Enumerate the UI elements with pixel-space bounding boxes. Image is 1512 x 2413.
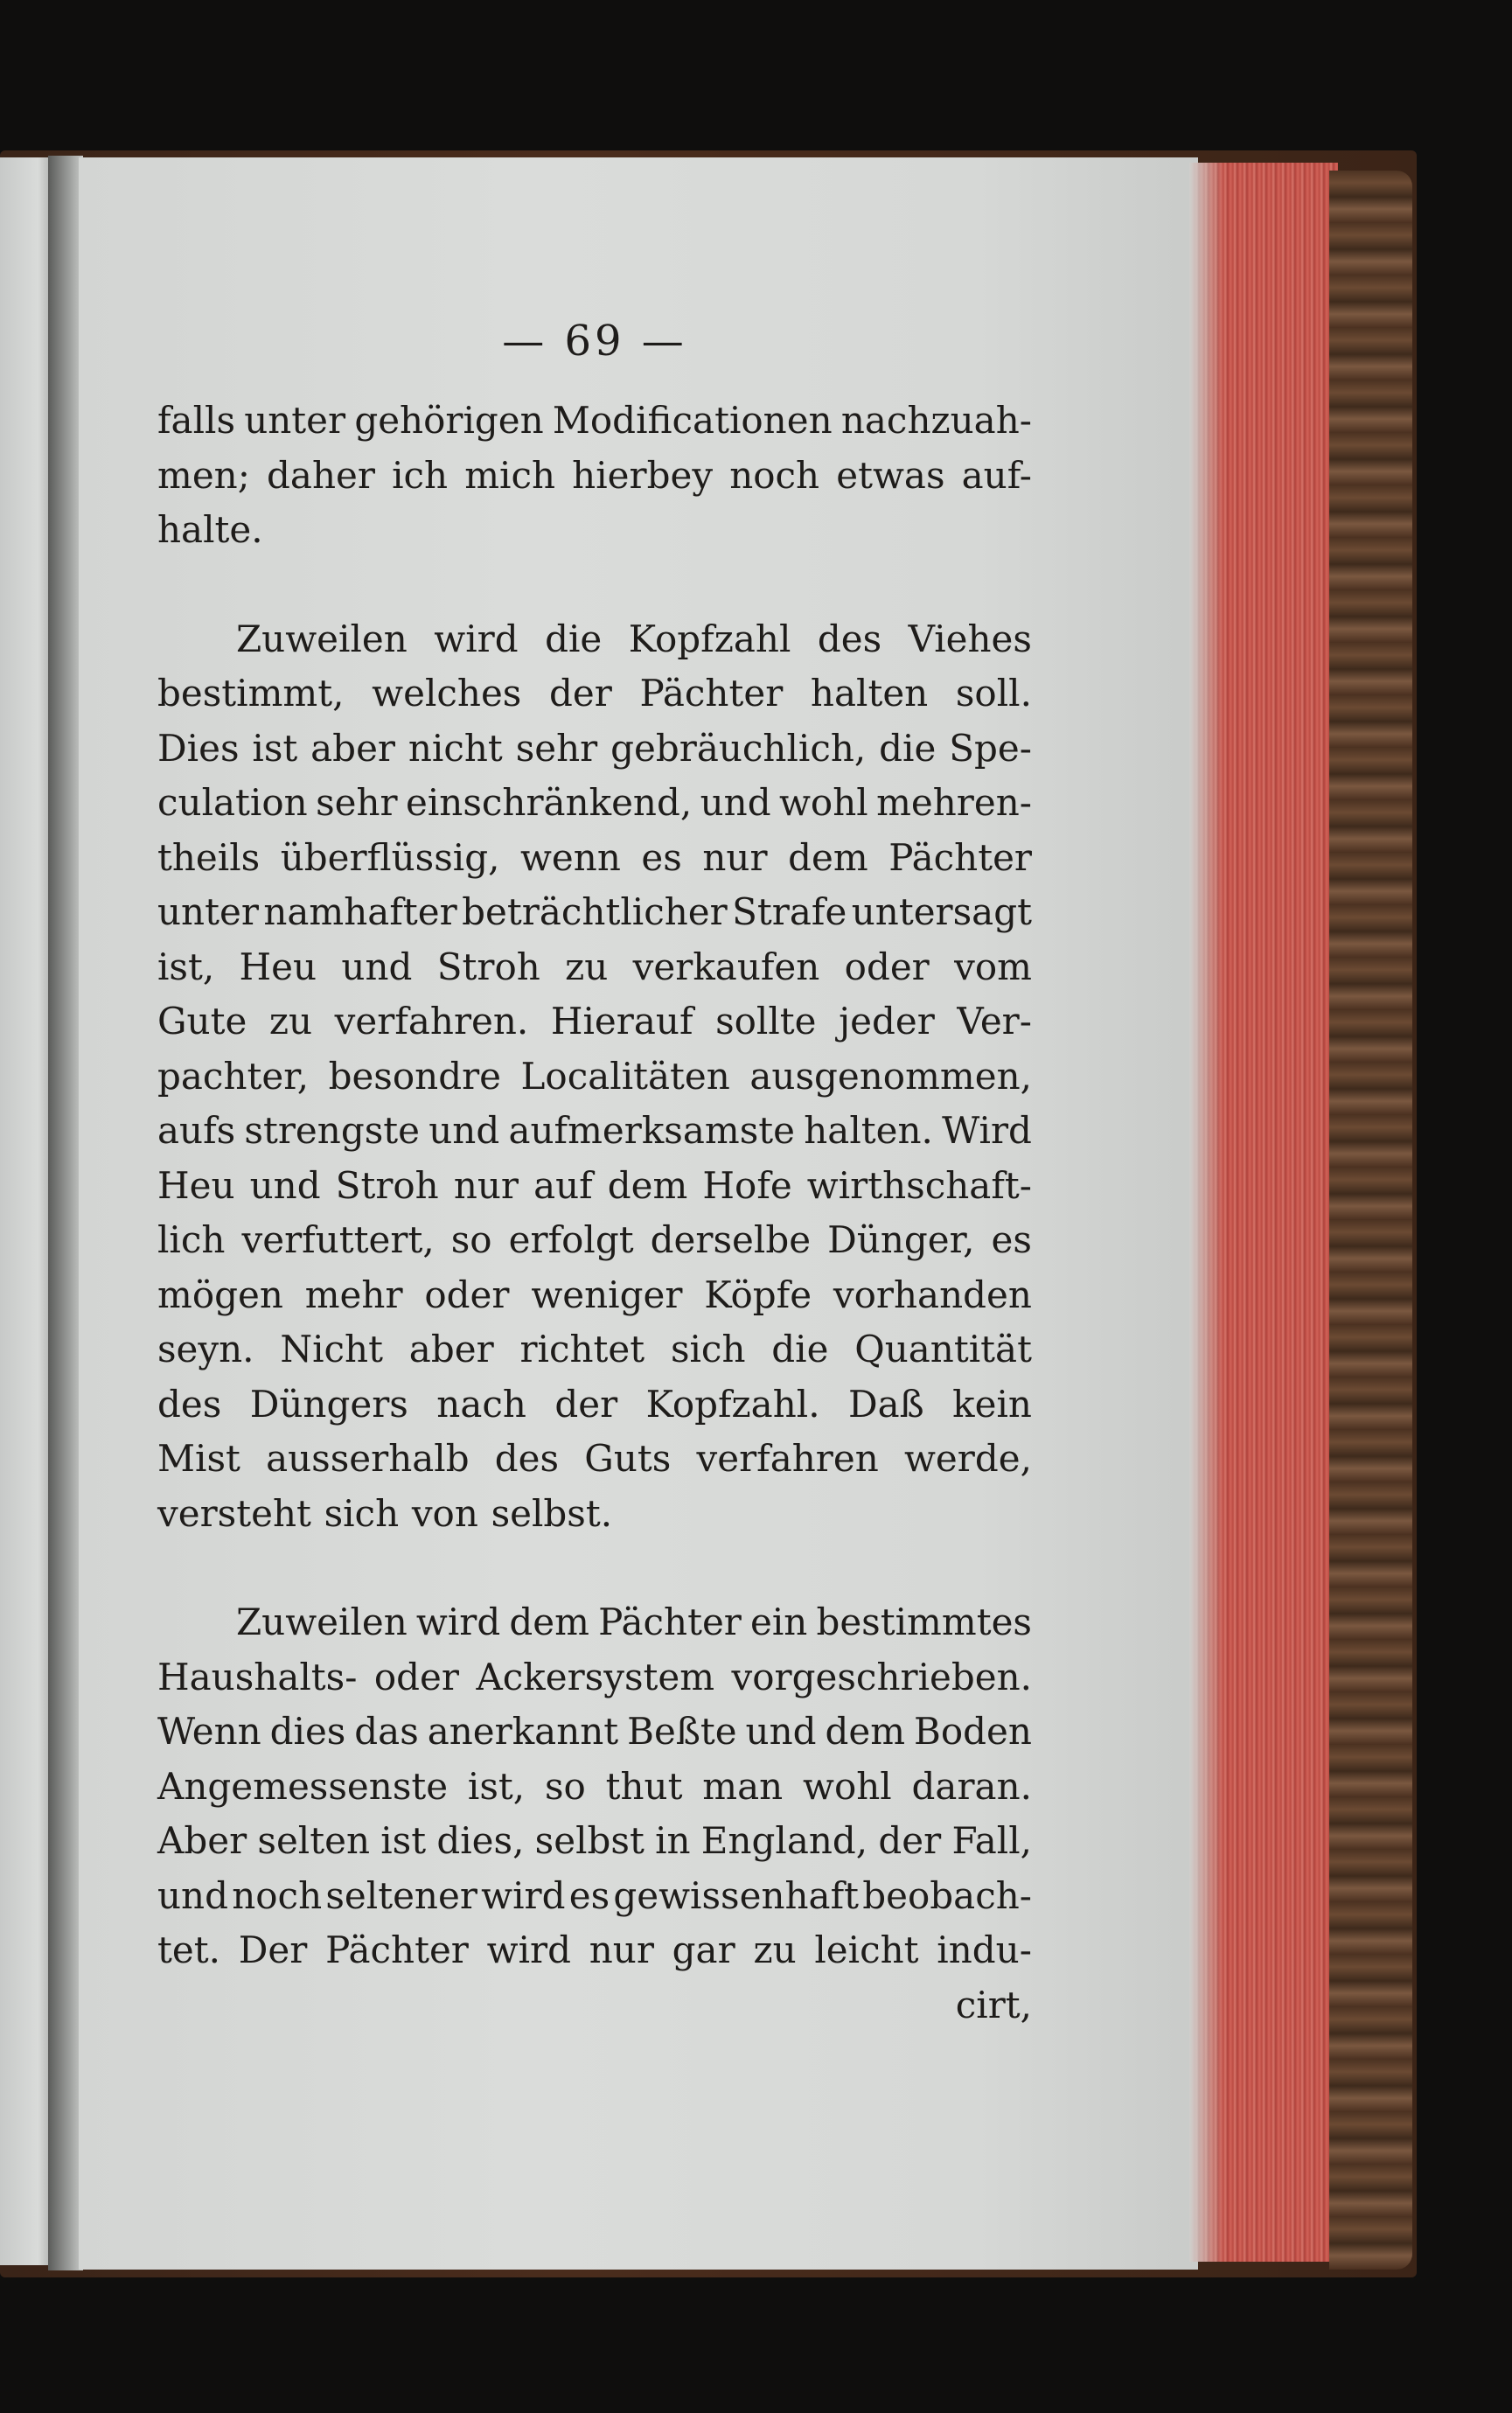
word: und: [157, 1873, 228, 1917]
word: dem: [825, 1710, 906, 1753]
word: nachzuah-: [840, 399, 1032, 442]
word: Guts: [584, 1437, 672, 1480]
word: Aber: [157, 1819, 247, 1862]
word: sich: [324, 1491, 400, 1535]
text-line: [157, 1050, 1032, 1105]
word: Dünger,: [827, 1218, 975, 1261]
word: Daß: [847, 1382, 924, 1426]
paragraphs: [157, 394, 1032, 1978]
word: erfolgt: [508, 1218, 634, 1261]
word: ist,: [467, 1764, 526, 1808]
text-line: [157, 940, 1032, 995]
word: Stroh: [335, 1163, 439, 1207]
word: derselbe: [650, 1218, 812, 1261]
word: sollte: [715, 1000, 817, 1043]
word: indu-: [937, 1928, 1032, 1971]
text-line: [157, 503, 1032, 558]
word: verfuttert,: [241, 1218, 435, 1261]
text-line: [157, 612, 1032, 667]
word: Köpfe: [704, 1273, 812, 1316]
word: kein: [952, 1382, 1032, 1426]
word: Hofe: [702, 1163, 792, 1207]
word: auf: [533, 1163, 593, 1207]
word: und: [249, 1163, 321, 1207]
word: Nicht: [280, 1328, 383, 1370]
word: der: [878, 1819, 942, 1862]
gutter-shadow: [48, 156, 83, 2270]
text-line: [157, 1923, 1032, 1978]
paragraph: [157, 612, 1032, 1542]
word: Viehes: [908, 617, 1032, 660]
word: Zuweilen: [236, 1601, 408, 1643]
word: Beßte: [627, 1710, 737, 1753]
word: untersagt: [851, 890, 1032, 933]
word: dies: [269, 1710, 346, 1753]
word: die: [879, 726, 937, 770]
word: vorhanden: [833, 1273, 1032, 1316]
word: Kopfzahl.: [645, 1382, 820, 1426]
word: zu: [565, 945, 609, 988]
word: falls: [157, 399, 236, 442]
text-line: [157, 1322, 1032, 1377]
word: Ver-: [957, 1000, 1032, 1043]
word: Haushalts-: [157, 1655, 358, 1698]
word: Modificationen: [552, 399, 833, 442]
text-line: [157, 1814, 1032, 1869]
word: gebräuchlich,: [610, 726, 867, 770]
word: gehörigen: [354, 399, 544, 442]
word: seltener: [325, 1873, 477, 1917]
word: des: [817, 617, 882, 660]
word: wird: [486, 1928, 571, 1971]
word: so: [544, 1764, 586, 1808]
word: richtet: [519, 1328, 645, 1370]
word: ausgenommen,: [749, 1054, 1032, 1098]
text-line: [157, 994, 1032, 1050]
word: soll.: [955, 672, 1032, 715]
word: dem: [509, 1601, 589, 1643]
word: beträchtlicher: [462, 890, 728, 933]
word: England,: [700, 1819, 868, 1862]
word: selbst: [534, 1819, 645, 1862]
word: gar: [672, 1928, 735, 1971]
word: vorgeschrieben.: [731, 1655, 1032, 1698]
word: jeder: [839, 1000, 935, 1043]
word: und: [429, 1109, 500, 1152]
text-line: [157, 831, 1032, 886]
word: es: [991, 1218, 1032, 1261]
word: ist: [380, 1819, 427, 1862]
word: das: [354, 1710, 419, 1753]
word: oder: [424, 1273, 510, 1316]
word: dies,: [436, 1819, 525, 1862]
word: Dies: [157, 726, 240, 770]
word: nur: [702, 835, 768, 879]
word: verfahren.: [334, 1000, 529, 1043]
text-line: [157, 394, 1032, 449]
word: lich: [157, 1218, 226, 1261]
paragraph: [157, 394, 1032, 558]
word: ich: [392, 453, 449, 497]
paragraph: [157, 1595, 1032, 1978]
word: unter: [157, 890, 259, 933]
word: Mist: [157, 1437, 240, 1480]
word: Kopfzahl: [628, 617, 791, 660]
text-line: [157, 449, 1032, 504]
word: des: [494, 1437, 560, 1480]
word: selten: [257, 1819, 371, 1862]
text-line: [157, 776, 1032, 831]
word: Gute: [157, 1000, 247, 1043]
text-line: [157, 1377, 1032, 1433]
text-line: [157, 1159, 1032, 1214]
text-line: [157, 1595, 1032, 1650]
word: theils: [157, 835, 261, 879]
word: vom: [954, 945, 1032, 988]
page-number: — 69 —: [502, 317, 687, 366]
word: bestimmt,: [157, 672, 345, 715]
word: namhafter: [263, 890, 457, 933]
word: nur: [589, 1928, 654, 1971]
word: mich: [464, 453, 556, 497]
word: die: [545, 617, 603, 660]
word: zu: [753, 1928, 797, 1971]
word: in: [655, 1819, 691, 1862]
word: und: [700, 781, 771, 824]
word: es: [568, 1873, 610, 1917]
word: der: [554, 1382, 618, 1426]
text-line: [157, 1213, 1032, 1268]
word: wirthschaft-: [806, 1163, 1032, 1207]
word: Pächter: [598, 1601, 742, 1643]
word: Quantität: [854, 1328, 1032, 1370]
word: zu: [268, 1000, 313, 1043]
word: oder: [373, 1655, 459, 1698]
word: sich: [670, 1328, 746, 1370]
word: aufs: [157, 1109, 236, 1152]
word: Düngers: [249, 1382, 408, 1426]
word: culation: [157, 781, 308, 824]
word: mögen: [157, 1273, 283, 1316]
word: weniger: [531, 1273, 683, 1316]
catchword-line: [157, 1978, 1032, 2033]
word: und: [341, 945, 413, 988]
word: der: [549, 672, 612, 715]
word: Wenn: [157, 1710, 261, 1753]
word: wird: [481, 1873, 566, 1917]
text-line: [157, 1104, 1032, 1159]
word: tet.: [157, 1928, 220, 1971]
word: Boden: [913, 1710, 1032, 1753]
word: man: [702, 1764, 784, 1808]
word: pachter,: [157, 1054, 310, 1098]
paragraph-gap: [157, 558, 1032, 612]
text-line: [157, 1869, 1032, 1924]
word: seyn.: [157, 1328, 254, 1370]
word: Pächter: [639, 672, 784, 715]
word: daran.: [911, 1764, 1032, 1808]
word: ausserhalb: [266, 1437, 470, 1480]
word: strengste: [244, 1109, 421, 1152]
word: versteht: [157, 1491, 311, 1535]
word: Pächter: [325, 1928, 469, 1971]
word: werde,: [903, 1437, 1032, 1480]
word: Hierauf: [550, 1000, 693, 1043]
word: mehr: [304, 1273, 403, 1316]
word: nur: [453, 1163, 519, 1207]
text-line: [157, 1268, 1032, 1323]
word: bestimmtes: [816, 1601, 1032, 1643]
text-line: [157, 1432, 1032, 1487]
word: wird: [415, 1601, 501, 1643]
word: hierbey: [572, 453, 714, 497]
word: dem: [788, 835, 868, 879]
word: gewissenhaft: [613, 1873, 860, 1917]
text-line: [157, 722, 1032, 777]
word: und: [745, 1710, 817, 1753]
word: selbst.: [491, 1491, 613, 1535]
word: sehr: [515, 726, 598, 770]
word: beobach-: [862, 1873, 1032, 1917]
word: Localitäten: [520, 1054, 730, 1098]
catchword: cirt,: [955, 1983, 1032, 2026]
word: von: [411, 1491, 478, 1535]
paragraph-gap: [157, 1541, 1032, 1595]
word: Spe-: [949, 726, 1032, 770]
word: verfahren: [696, 1437, 879, 1480]
word: Heu: [239, 945, 317, 988]
word: leicht: [814, 1928, 919, 1971]
word: Ackersystem: [476, 1655, 715, 1698]
word: mehren-: [876, 781, 1032, 824]
text-line: [157, 1705, 1032, 1760]
word: Pächter: [888, 835, 1032, 879]
word: dem: [607, 1163, 688, 1207]
text-line: [157, 1760, 1032, 1815]
word: sehr: [316, 781, 398, 824]
word: oder: [844, 945, 930, 988]
word: thut: [605, 1764, 683, 1808]
word: auf-: [961, 453, 1032, 497]
word: die: [771, 1328, 829, 1370]
word: aber: [408, 1328, 494, 1370]
word: es: [641, 835, 682, 879]
word: halten.: [804, 1109, 933, 1152]
word: aufmerksamste: [508, 1109, 796, 1152]
word: Wird: [942, 1109, 1032, 1152]
word: unter: [244, 399, 346, 442]
word: so: [450, 1218, 492, 1261]
facing-page-edge: [0, 157, 54, 2265]
word: Fall,: [951, 1819, 1032, 1862]
page-edge-shadow: [1189, 163, 1224, 2262]
word: Heu: [157, 1163, 235, 1207]
word: Strafe: [732, 890, 847, 933]
word: besondre: [328, 1054, 502, 1098]
word: halte.: [157, 508, 263, 551]
page-text: [157, 306, 1032, 2033]
word: verkaufen: [632, 945, 820, 988]
text-line: [157, 1650, 1032, 1705]
leather-spine-edge: [1329, 171, 1412, 2270]
word: nicht: [408, 726, 503, 770]
word: wenn: [519, 835, 621, 879]
word: etwas: [836, 453, 945, 497]
word: Angemessenste: [157, 1764, 449, 1808]
text-line: [157, 666, 1032, 722]
word: ein: [749, 1601, 808, 1643]
word: einschränkend,: [406, 781, 693, 824]
word: aber: [310, 726, 395, 770]
word: halten: [810, 672, 929, 715]
word: anerkannt: [427, 1710, 619, 1753]
word: men;: [157, 453, 250, 497]
word: daher: [267, 453, 375, 497]
word: noch: [232, 1873, 323, 1917]
word: nach: [436, 1382, 526, 1426]
word: ist,: [157, 945, 215, 988]
word: Der: [238, 1928, 308, 1971]
word: ist: [252, 726, 298, 770]
word: wohl: [778, 781, 868, 824]
word: wohl: [803, 1764, 892, 1808]
word: welches: [372, 672, 522, 715]
text-line: [157, 1487, 1032, 1542]
word: wird: [434, 617, 519, 660]
word: überflüssig,: [280, 835, 500, 879]
word: Zuweilen: [236, 617, 408, 660]
word: des: [157, 1382, 222, 1426]
word: noch: [729, 453, 820, 497]
word: Stroh: [436, 945, 540, 988]
text-line: [157, 885, 1032, 940]
